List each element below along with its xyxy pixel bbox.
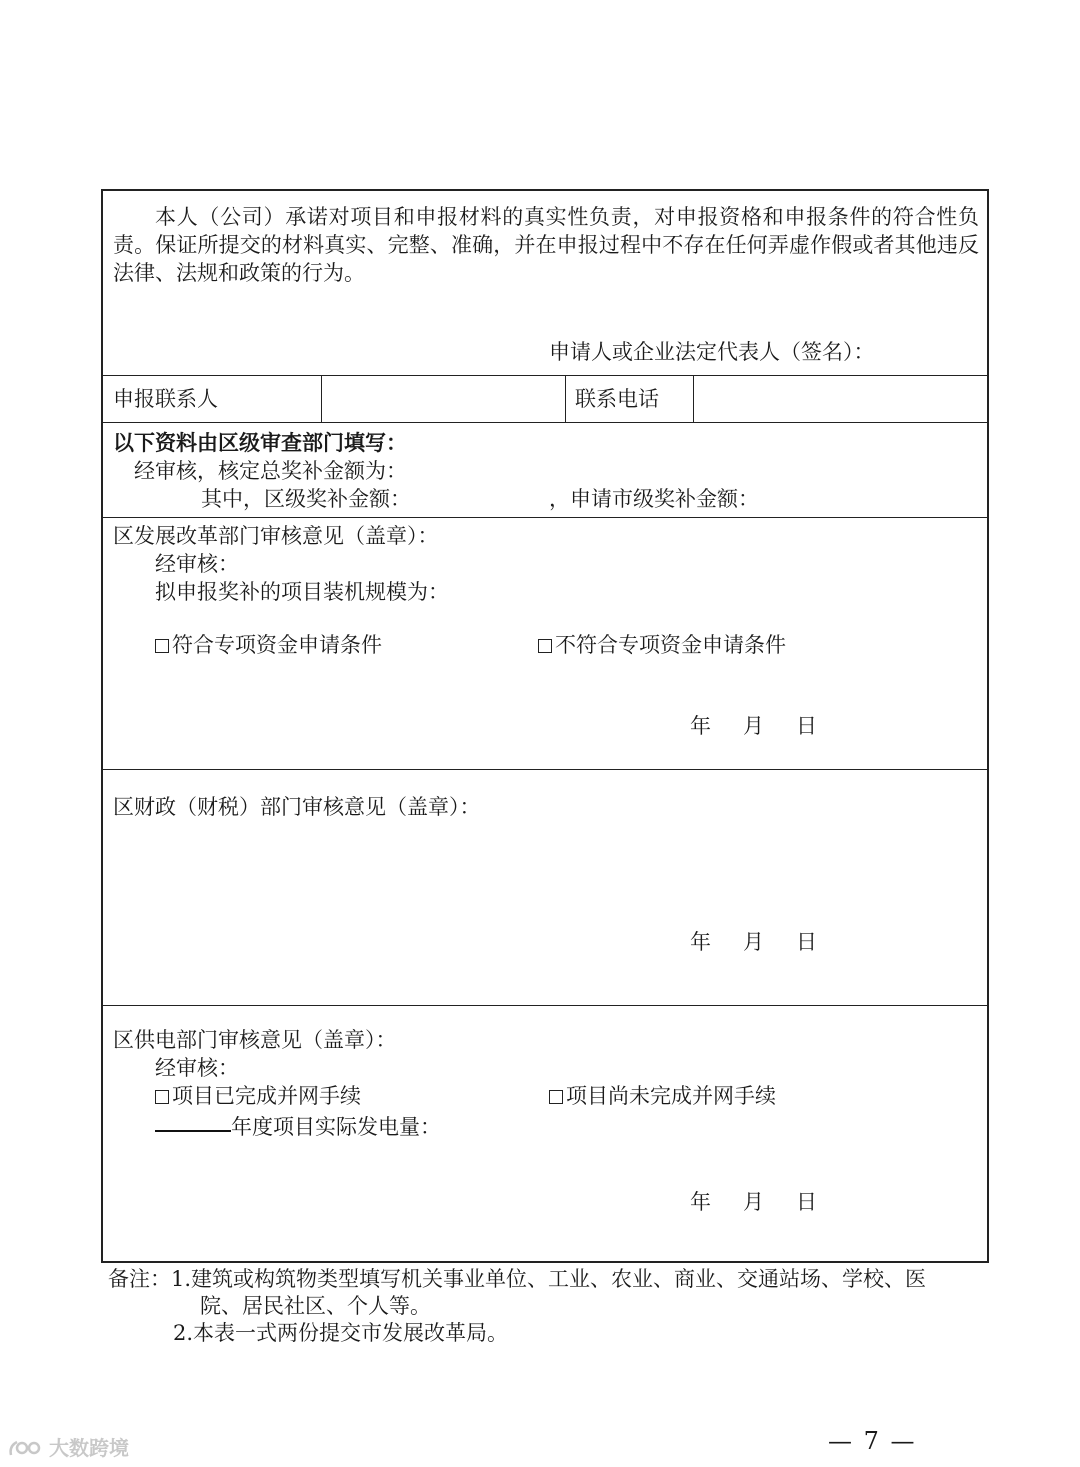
watermark-logo-icon (8, 1438, 42, 1458)
application-form-table (101, 189, 989, 1263)
ineligible-option[interactable] (538, 631, 786, 659)
eligible-checkbox[interactable] (155, 639, 169, 653)
commitment-text: 本人（公司）承诺对项目和申报材料的真实性负责，对申报资格和申报条件的符合性负责。保证所提交的材料真实、完整、准确，并在申报过程中不存在任何弄虚作假或者其他违反法律、法规和政策的行为。 (113, 205, 979, 285)
generation-line (155, 1110, 441, 1141)
date-day: 日 (796, 1190, 817, 1214)
total-amount-line: 经审核，核定总奖补金额为： (134, 459, 407, 483)
phone-label: 联系电话 (575, 387, 659, 411)
ineligible-label: 不符合专项资金申请条件 (555, 633, 786, 657)
watermark (8, 1432, 129, 1461)
grid-done-option[interactable] (155, 1082, 361, 1110)
grid-not-done-label: 项目尚未完成并网手续 (566, 1084, 776, 1108)
notes-label: 备注： (108, 1267, 171, 1291)
grid-not-done-option[interactable] (549, 1082, 776, 1110)
ineligible-checkbox[interactable] (538, 639, 552, 653)
contact-label: 申报联系人 (113, 387, 218, 411)
divider (565, 376, 566, 422)
city-amount-line: ，申请市级奖补金额： (549, 487, 759, 511)
page-number: — 7 — (828, 1427, 917, 1455)
contact-value-field[interactable] (331, 385, 563, 413)
district-amount-line: 其中，区级奖补金额： (201, 487, 411, 511)
grid-done-label: 项目已完成并网手续 (172, 1084, 361, 1108)
date-day: 日 (796, 930, 817, 954)
date-month: 月 (743, 1190, 764, 1214)
watermark-text: 大数跨境 (48, 1436, 129, 1460)
power-title: 区供电部门审核意见（盖章）： (113, 1028, 397, 1052)
notes-item1 (108, 1266, 926, 1293)
phone-value-field[interactable] (703, 385, 983, 413)
signature-label: 申请人或企业法定代表人（签名）： (549, 340, 875, 364)
notes-item1-line2: 院、居民社区、个人等。 (200, 1294, 431, 1318)
grid-done-checkbox[interactable] (155, 1090, 169, 1104)
power-reviewed: 经审核： (155, 1056, 239, 1080)
notes-section (108, 1266, 926, 1347)
finance-section (103, 770, 987, 1006)
date-year: 年 (690, 930, 711, 954)
eligible-label: 符合专项资金申请条件 (172, 633, 382, 657)
dev-reform-section (103, 518, 987, 770)
grid-not-done-checkbox[interactable] (549, 1090, 563, 1104)
eligible-option[interactable] (155, 631, 382, 659)
dev-reform-reviewed: 经审核： (155, 552, 239, 576)
district-review-section (103, 423, 987, 518)
date-month: 月 (743, 930, 764, 954)
date-line (690, 1188, 849, 1216)
finance-title: 区财政（财税）部门审核意见（盖章）： (113, 795, 481, 819)
date-year: 年 (690, 714, 711, 738)
install-scale-line: 拟申报奖补的项目装机规模为： (155, 580, 449, 604)
date-line (690, 712, 849, 740)
generation-label: 年度项目实际发电量： (231, 1115, 441, 1139)
divider (693, 376, 694, 422)
date-month: 月 (743, 714, 764, 738)
notes-item1-line1: 1.建筑或构筑物类型填写机关事业单位、工业、农业、商业、交通站场、学校、医 (171, 1267, 927, 1291)
notes-item2: 2.本表一式两份提交市发展改革局。 (173, 1321, 509, 1345)
district-review-heading: 以下资料由区级审查部门填写： (113, 430, 407, 455)
year-blank-field[interactable] (155, 1110, 231, 1132)
commitment-section (103, 191, 987, 376)
power-section (103, 1006, 987, 1263)
contact-row (103, 376, 987, 423)
date-year: 年 (690, 1190, 711, 1214)
date-line (690, 928, 849, 956)
divider (321, 376, 322, 422)
date-day: 日 (796, 714, 817, 738)
dev-reform-title: 区发展改革部门审核意见（盖章）： (113, 524, 439, 548)
